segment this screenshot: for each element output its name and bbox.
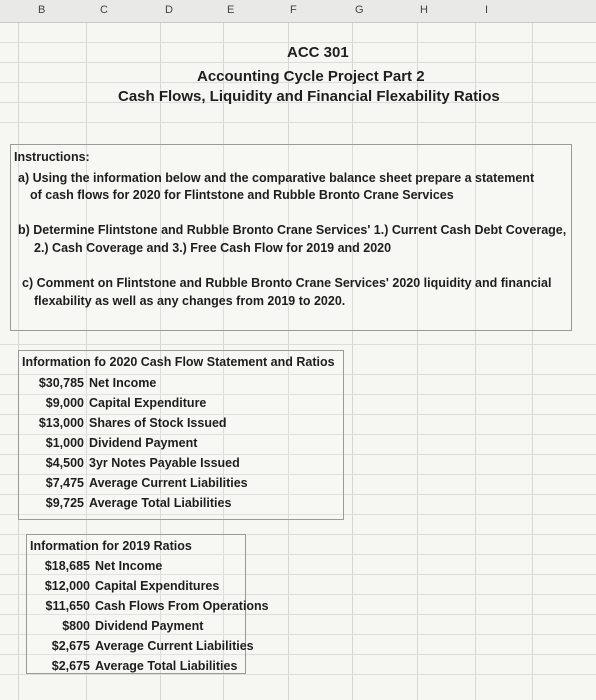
grid-line <box>475 0 476 700</box>
grid-line <box>417 0 418 700</box>
info-2019-label: Cash Flows From Operations <box>95 599 269 613</box>
column-header-h[interactable]: H <box>420 4 428 16</box>
info-2019-amount: $11,650 <box>45 599 90 613</box>
info-2020-label: Dividend Payment <box>89 436 198 450</box>
grid-line <box>0 344 596 345</box>
column-header-b[interactable]: B <box>38 4 46 16</box>
info-2019-amount: $18,685 <box>44 559 90 573</box>
column-header-f[interactable]: F <box>290 4 297 16</box>
info-2019-label: Net Income <box>95 559 163 573</box>
column-header-c[interactable]: C <box>100 4 108 16</box>
grid-line <box>0 62 596 63</box>
info-2020-amount: $7,475 <box>45 476 84 490</box>
info-2019-amount: $12,000 <box>44 579 90 593</box>
grid-line <box>0 674 596 675</box>
info-2020-label: Shares of Stock Issued <box>89 416 227 430</box>
info-2019-amount: $2,675 <box>51 659 90 673</box>
grid-line <box>352 0 353 700</box>
info-2020-amount: $9,725 <box>45 496 84 510</box>
info-2019-heading: Information for 2019 Ratios <box>30 539 192 553</box>
info-2020-label: Capital Expenditure <box>89 396 207 410</box>
instruction-b-line1: b) Determine Flintstone and Rubble Bronto Crane Services' 1.) Current Cash Debt Coverage, <box>18 223 567 237</box>
grid-line <box>0 122 596 123</box>
column-header-i[interactable]: I <box>485 4 489 16</box>
info-2020-amount: $4,500 <box>45 456 84 470</box>
report-subtitle: Cash Flows, Liquidity and Financial Flexability Ratios <box>118 88 500 105</box>
info-2020-heading: Information fo 2020 Cash Flow Statement and Ratios <box>22 355 335 369</box>
info-2020-label: 3yr Notes Payable Issued <box>89 456 240 470</box>
grid-line <box>0 42 596 43</box>
grid-line <box>532 0 533 700</box>
column-header-d[interactable]: D <box>165 4 173 16</box>
info-2020-label: Average Total Liabilities <box>89 496 232 510</box>
info-2020-amount: $30,785 <box>38 376 84 390</box>
info-2019-label: Capital Expenditures <box>95 579 220 593</box>
info-2019-label: Average Total Liabilities <box>95 659 238 673</box>
info-2019-label: Dividend Payment <box>95 619 204 633</box>
info-2019-label: Average Current Liabilities <box>95 639 254 653</box>
info-2019-amount: $2,675 <box>51 639 90 653</box>
instruction-b-line2: 2.) Cash Coverage and 3.) Free Cash Flow for 2019 and 2020 <box>34 241 392 255</box>
project-title: Accounting Cycle Project Part 2 <box>197 68 425 85</box>
column-header-g[interactable]: G <box>355 4 364 16</box>
info-2019-amount: $800 <box>62 619 90 633</box>
instruction-a-line2: of cash flows for 2020 for Flintstone and Rubble Bronto Crane Services <box>30 188 454 202</box>
instructions-heading: Instructions: <box>14 150 90 164</box>
info-2020-amount: $9,000 <box>45 396 84 410</box>
info-2020-label: Net Income <box>89 376 157 390</box>
instruction-c-line1: c) Comment on Flintstone and Rubble Bronto Crane Services' 2020 liquidity and financial <box>22 276 552 290</box>
info-2020-amount: $1,000 <box>45 436 84 450</box>
column-header-bar <box>0 0 596 23</box>
course-title: ACC 301 <box>287 44 349 61</box>
info-2020-label: Average Current Liabilities <box>89 476 248 490</box>
column-header-e[interactable]: E <box>227 4 235 16</box>
instruction-c-line2: flexability as well as any changes from 2019 to 2020. <box>34 294 346 308</box>
info-2020-amount: $13,000 <box>38 416 84 430</box>
instruction-a-line1: a) Using the information below and the comparative balance sheet prepare a statement <box>18 171 535 185</box>
